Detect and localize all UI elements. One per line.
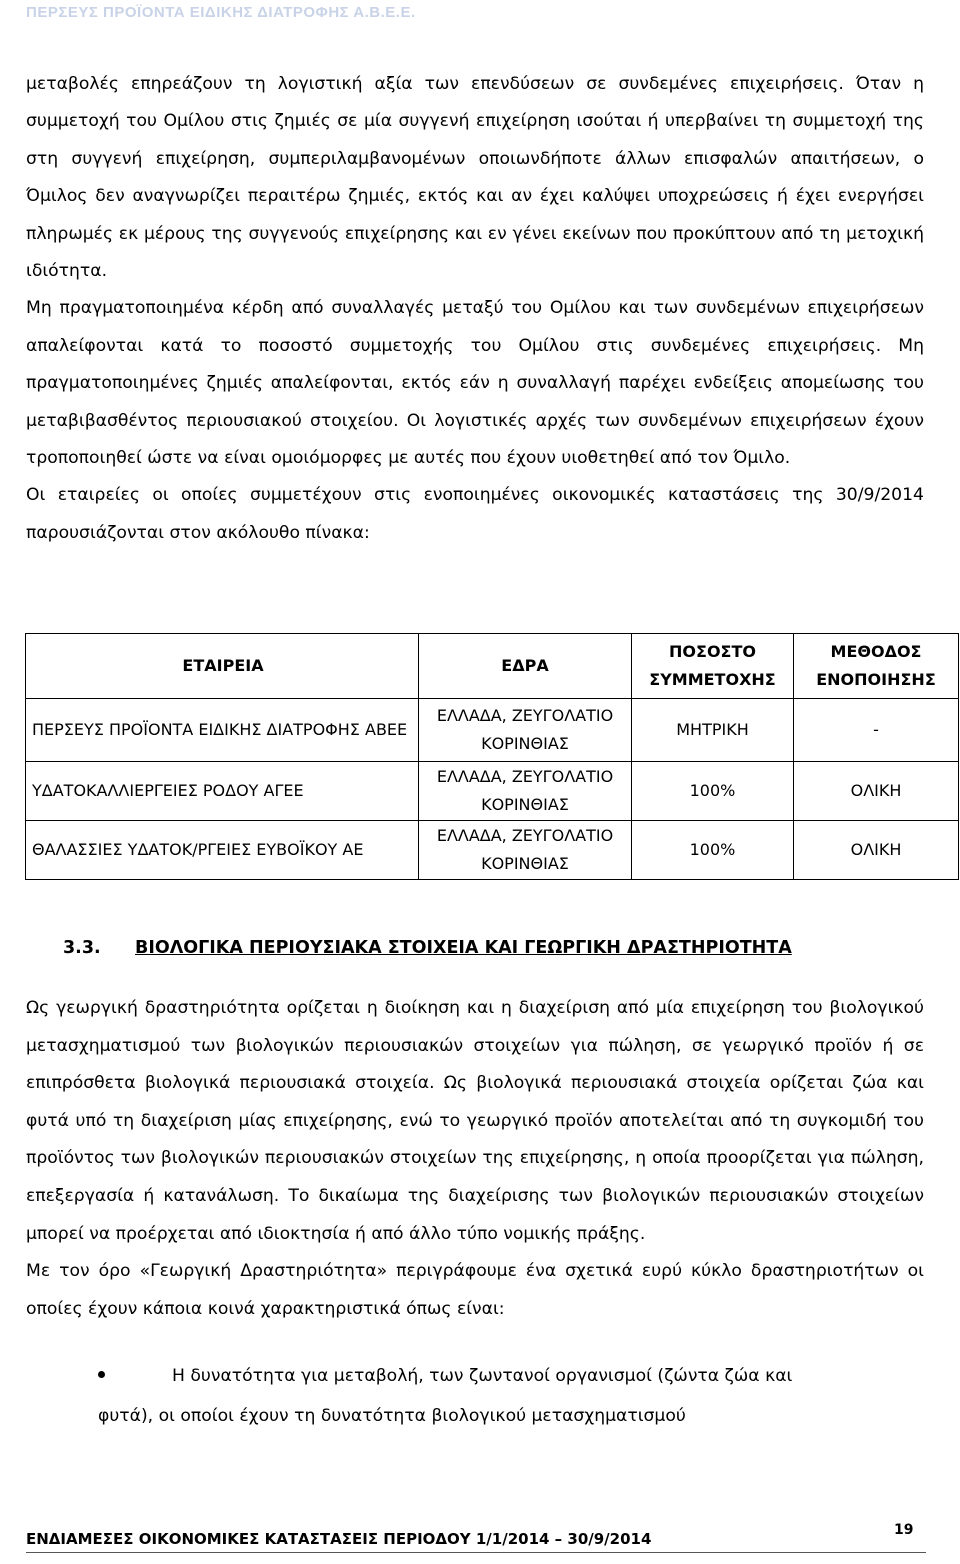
table-row: [26, 821, 959, 880]
section-heading: [63, 938, 792, 958]
header-percentage-line2: ΣΥΜΜΕΤΟΧΗΣ: [649, 670, 776, 689]
bullet-item: [26, 1356, 924, 1436]
seat-line1: ΕΛΛΑΔΑ, ΖΕΥΓΟΛΑΤΙΟ: [436, 767, 614, 786]
cell-percentage: 100%: [632, 762, 794, 821]
cell-seat: [419, 762, 632, 821]
bullet-dot-icon: [98, 1371, 105, 1378]
paragraph-unrealized-gains: Μη πραγματοποιημένα κέρδη από συναλλαγές μεταξύ του Ομίλου και των συνδεμένων επιχειρήσεων απαλείφονται κατά το ποσοστό συμμετοχής του Ομίλου στις συνδεμένες επιχειρήσεις. Μη πραγματοποιημένες ζημιές απαλείφονται, εκτός εάν η συναλλαγή παρέχει ενδείξεις απομείωσης του μεταβιβασθέντος περιουσιακού στοιχείου. Οι λογιστικές αρχές των συνδεμένων επιχειρήσεων έχουν τροποποιηθεί ώστε να είναι ομοιόμορφες με αυτές που έχουν υιοθετηθεί από τον Όμιλο.: [26, 298, 924, 469]
seat-line2: ΚΟΡΙΝΘΙΑΣ: [481, 795, 569, 814]
seat-line1: ΕΛΛΑΔΑ, ΖΕΥΓΟΛΑΤΙΟ: [436, 826, 614, 845]
section-number: 3.3.: [63, 938, 101, 958]
intro-text: [26, 66, 924, 552]
seat-line2: ΚΟΡΙΝΘΙΑΣ: [481, 854, 569, 873]
header-percentage: [632, 634, 794, 699]
cell-method: -: [794, 699, 959, 762]
bullet-line1: Η δυνατότητα για μεταβολή, των ζωντανοί οργανισμοί (ζώντα ζώα και: [172, 1366, 793, 1386]
table-row: [26, 699, 959, 762]
cell-seat: [419, 699, 632, 762]
cell-percentage: 100%: [632, 821, 794, 880]
section-title: ΒΙΟΛΟΓΙΚΑ ΠΕΡΙΟΥΣΙΑΚΑ ΣΤΟΙΧΕΙΑ ΚΑΙ ΓΕΩΡΓΙΚΗ ΔΡΑΣΤΗΡΙΟΤΗΤΑ: [135, 938, 792, 958]
header-company: ΕΤΑΙΡΕΙΑ: [26, 634, 419, 699]
paragraph-agricultural-activity: Με τον όρο «Γεωργική Δραστηριότητα» περιγράφουμε ένα σχετικά ευρύ κύκλο δραστηριοτήτων οι οποίες έχουν κάποια κοινά χαρακτηριστικά όπως είναι:: [26, 1261, 924, 1319]
bullet-line2: φυτά), οι οποίοι έχουν τη δυνατότητα βιολογικού μετασχηματισμού: [98, 1406, 686, 1426]
page-number: 19: [894, 1522, 914, 1538]
header-method: [794, 634, 959, 699]
cell-method: ΟΛΙΚΗ: [794, 821, 959, 880]
paragraph-equity-losses: μεταβολές επηρεάζουν τη λογιστική αξία των επενδύσεων σε συνδεμένες επιχειρήσεις. Όταν η συμμετοχή του Ομίλου στις ζημιές σε μία συγγενή επιχείρηση ισούται ή υπερβαίνει τη συμμετοχή της στη συγγενή επιχείρηση, συμπεριλαμβανομένων οποιωνδήποτε άλλων επισφαλών απαιτήσεων, ο Όμιλος δεν αναγνωρίζει περαιτέρω ζημιές, εκτός και αν έχει καλύψει υποχρεώσεις ή έχει ενεργήσει πληρωμές εκ μέρους της συγγενούς επιχείρησης και εν γένει εκείνων που προκύπτουν από τη μετοχική ιδιότητα.: [26, 74, 924, 282]
header-percentage-line1: ΠΟΣΟΣΤΟ: [669, 642, 756, 661]
cell-method: ΟΛΙΚΗ: [794, 762, 959, 821]
cell-company: ΠΕΡΣΕΥΣ ΠΡΟΪΟΝΤΑ ΕΙΔΙΚΗΣ ΔΙΑΤΡΟΦΗΣ ΑΒΕΕ: [26, 699, 419, 762]
header-method-line1: ΜΕΘΟΔΟΣ: [830, 642, 922, 661]
header-seat: ΕΔΡΑ: [419, 634, 632, 699]
paragraph-agricultural-definition: Ως γεωργική δραστηριότητα ορίζεται η διοίκηση και η διαχείριση από μία επιχείρηση του βιολογικού μετασχηματισμού των βιολογικών περιουσιακών στοιχείων για πώληση, σε γεωργικό προϊόν ή σε επιπρόσθετα βιολογικά περιουσιακά στοιχεία. Ως βιολογικά περιουσιακά στοιχεία ορίζεται ζώα και φυτά υπό τη διαχείριση μίας επιχείρησης, ενώ το γεωργικό προϊόν αποτελείται από τη συγκομιδή του προϊόντος των βιολογικών περιουσιακών στοιχείων της επιχείρησης, η οποία προορίζεται για πώληση, επεξεργασία ή κατανάλωση. Το δικαίωμα της διαχείρισης των βιολογικών περιουσιακών στοιχείων μπορεί να προέρχεται από ιδιοκτησία ή από άλλο τύπο νομικής πράξης.: [26, 998, 924, 1244]
running-header: ΠΕΡΣΕΥΣ ΠΡΟΪΟΝΤΑ ΕΙΔΙΚΗΣ ΔΙΑΤΡΟΦΗΣ Α.Β.Ε.Ε.: [26, 4, 416, 21]
cell-company: ΥΔΑΤΟΚΑΛΛΙΕΡΓΕΙΕΣ ΡΟΔΟΥ ΑΓΕΕ: [26, 762, 419, 821]
header-method-line2: ΕΝΟΠΟΙΗΣΗΣ: [816, 670, 936, 689]
footer-rule: [26, 1552, 926, 1553]
cell-company: ΘΑΛΑΣΣΙΕΣ ΥΔΑΤΟΚ/ΡΓΕΙΕΣ ΕΥΒΟΪΚΟΥ ΑΕ: [26, 821, 419, 880]
seat-line1: ΕΛΛΑΔΑ, ΖΕΥΓΟΛΑΤΙΟ: [436, 706, 614, 725]
cell-seat: [419, 821, 632, 880]
consolidated-companies-table: [25, 633, 959, 880]
cell-percentage: ΜΗΤΡΙΚΗ: [632, 699, 794, 762]
table-header-row: [26, 634, 959, 699]
seat-line2: ΚΟΡΙΝΘΙΑΣ: [481, 734, 569, 753]
footer-text: ΕΝΔΙΑΜΕΣΕΣ ΟΙΚΟΝΟΜΙΚΕΣ ΚΑΤΑΣΤΑΣΕΙΣ ΠΕΡΙΟΔΟΥ 1/1/2014 – 30/9/2014: [26, 1530, 652, 1548]
table-row: [26, 762, 959, 821]
paragraph-table-intro: Οι εταιρείες οι οποίες συμμετέχουν στις ενοποιημένες οικονομικές καταστάσεις της 30/9/2014 παρουσιάζονται στον ακόλουθο πίνακα:: [26, 485, 924, 543]
section-text: [26, 990, 924, 1328]
